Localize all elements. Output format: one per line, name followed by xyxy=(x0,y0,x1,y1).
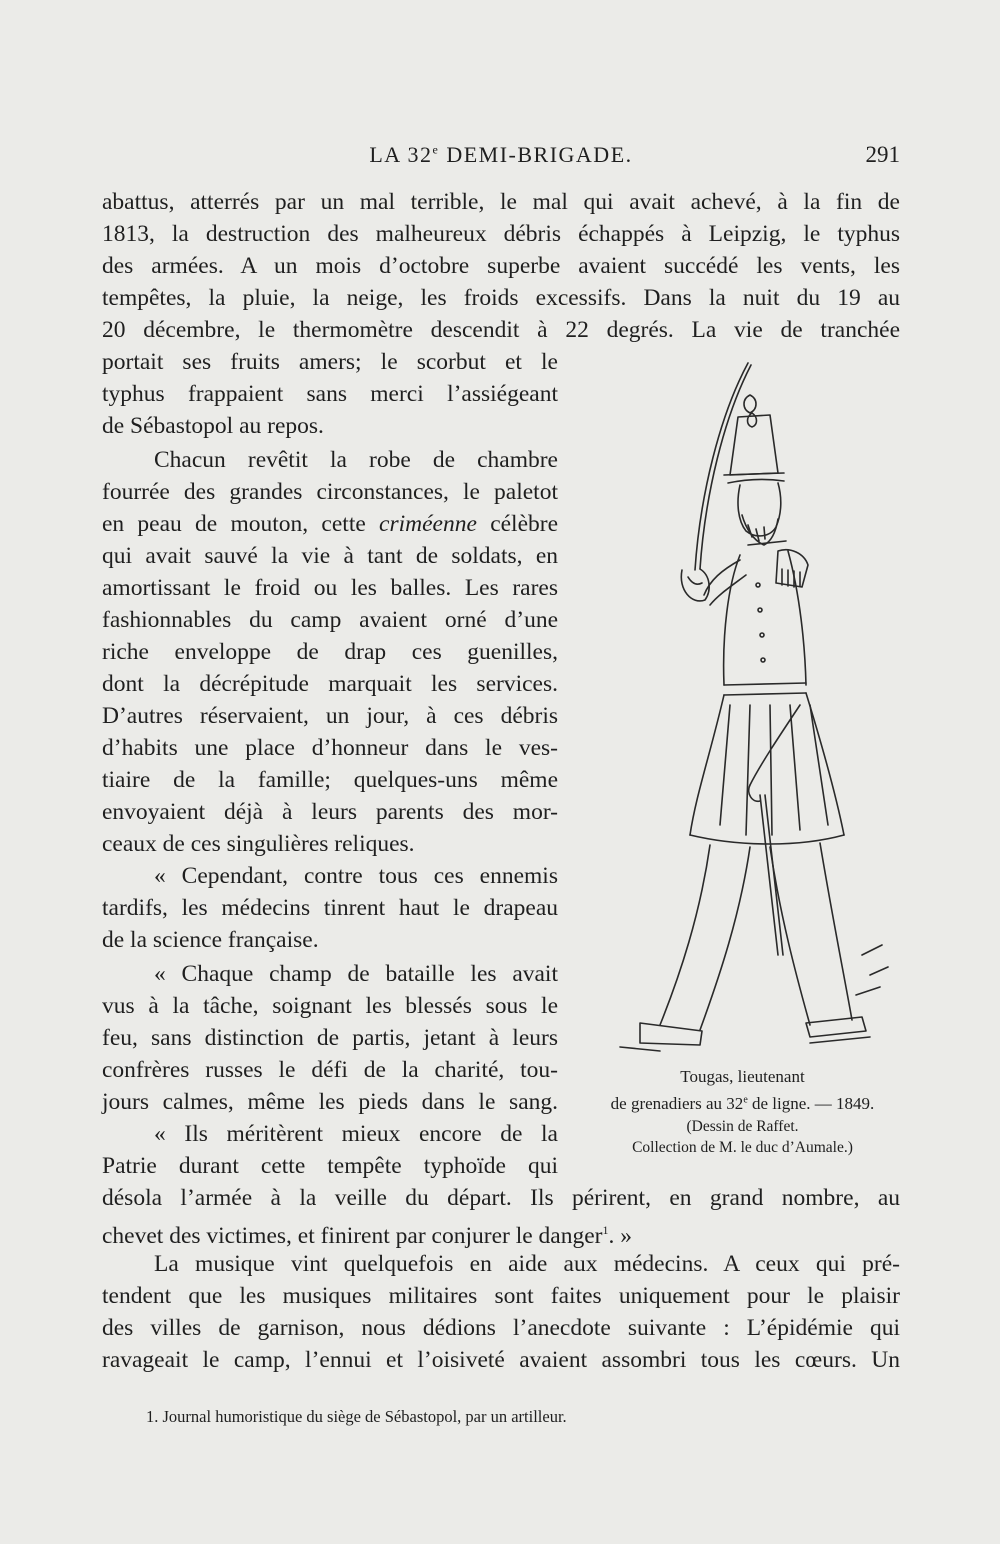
body-line: qui avait sauvé la vie à tant de soldats, en xyxy=(102,543,558,569)
running-header xyxy=(102,142,900,172)
body-line: abattus, atterrés par un mal terrible, le mal qui avait achevé, à la fin de xyxy=(102,189,900,215)
body-line: de Sébastopol au repos. xyxy=(102,413,324,439)
figure-caption-line: Tougas, lieutenant xyxy=(680,1067,805,1086)
caption-text: de ligne. — 1849. xyxy=(747,1094,875,1113)
figure-caption-line: (Dessin de Raffet. xyxy=(686,1118,799,1135)
body-line: confrères russes le défi de la charité, tou- xyxy=(102,1057,558,1083)
body-line: 1813, la destruction des malheureux débris échappés à Leipzig, le typhus xyxy=(102,221,900,247)
body-line: feu, sans distinction de partis, jetant à leurs xyxy=(102,1025,558,1051)
caption-text: de grenadiers au 32 xyxy=(610,1094,744,1113)
body-line: ceaux de ces singulières reliques. xyxy=(102,831,415,857)
body-line: jours calmes, même les pieds dans le sang. xyxy=(102,1089,558,1115)
body-line: D’autres réservaient, un jour, à ces débris xyxy=(102,703,558,729)
body-line: envoyaient déjà à leurs parents des mor- xyxy=(102,799,558,825)
body-line: de la science française. xyxy=(102,927,319,953)
body-line: riche enveloppe de drap ces guenilles, xyxy=(102,639,558,665)
body-line: « Chaque champ de bataille les avait xyxy=(154,961,558,987)
body-line: désola l’armée à la veille du départ. Ils périrent, en grand nombre, au xyxy=(102,1185,900,1211)
body-text: . » xyxy=(608,1222,632,1249)
soldier-engraving-icon xyxy=(600,355,900,1055)
body-line: Patrie durant cette tempête typhoïde qui xyxy=(102,1153,558,1179)
body-line: d’habits une place d’honneur dans le ves- xyxy=(102,735,558,761)
body-line: tempêtes, la pluie, la neige, les froids excessifs. Dans la nuit du 19 au xyxy=(102,285,900,311)
body-line: « Ils méritèrent mieux encore de la xyxy=(154,1121,558,1147)
title-superscript: e xyxy=(432,142,440,157)
title-prefix: LA 32 xyxy=(369,142,433,167)
running-title xyxy=(102,142,900,168)
body-line: tiaire de la famille; quelques-uns même xyxy=(102,767,558,793)
body-line: tendent que les musiques militaires sont faites uniquement pour le plaisir xyxy=(102,1283,900,1309)
body-line: fourrée des grandes circonstances, le paletot xyxy=(102,479,558,505)
body-line: « Cependant, contre tous ces ennemis xyxy=(154,863,558,889)
body-line: La musique vint quelquefois en aide aux médecins. A ceux qui pré- xyxy=(154,1251,900,1277)
page-number: 291 xyxy=(865,142,900,167)
body-line: vus à la tâche, soignant les blessés sous le xyxy=(102,993,558,1019)
body-line: amortissant le froid ou les balles. Les rares xyxy=(102,575,558,601)
body-text: en peau de mouton, cette xyxy=(102,511,366,537)
body-line: des villes de garnison, nous dédions l’anecdote suivante : L’épidémie qui xyxy=(102,1315,900,1341)
body-text: célèbre xyxy=(490,511,559,537)
body-line: Chacun revêtit la robe de chambre xyxy=(154,447,558,473)
caption-superscript: e xyxy=(743,1094,748,1106)
body-text: chevet des victimes, et finirent par conjurer le danger xyxy=(102,1222,603,1249)
footnote: 1. Journal humoristique du siège de Sébastopol, par un artilleur. xyxy=(146,1407,567,1426)
body-line: dont la décrépitude marquait les services. xyxy=(102,671,558,697)
footnote-marker: 1 xyxy=(602,1223,609,1237)
body-line: tardifs, les médecins tinrent haut le drapeau xyxy=(102,895,558,921)
body-line: ravageait le camp, l’ennui et l’oisiveté avaient assombri tous les cœurs. Un xyxy=(102,1347,900,1373)
body-line xyxy=(102,1214,900,1249)
body-line: des armées. A un mois d’octobre superbe avaient succédé les vents, les xyxy=(102,253,900,279)
figure-caption-line xyxy=(575,1094,910,1114)
title-suffix: DEMI-BRIGADE. xyxy=(439,142,633,167)
body-line: typhus frappaient sans merci l’assiégeant xyxy=(102,381,558,407)
body-line: portait ses fruits amers; le scorbut et le xyxy=(102,349,558,375)
italic-term: criméenne xyxy=(379,511,477,537)
body-line xyxy=(102,508,558,540)
soldier-illustration xyxy=(600,355,900,1055)
body-line: 20 décembre, le thermomètre descendit à 22 degrés. La vie de tranchée xyxy=(102,317,900,343)
body-line: fashionnables du camp avaient orné d’une xyxy=(102,607,558,633)
figure-caption-line: Collection de M. le duc d’Aumale.) xyxy=(632,1139,853,1156)
